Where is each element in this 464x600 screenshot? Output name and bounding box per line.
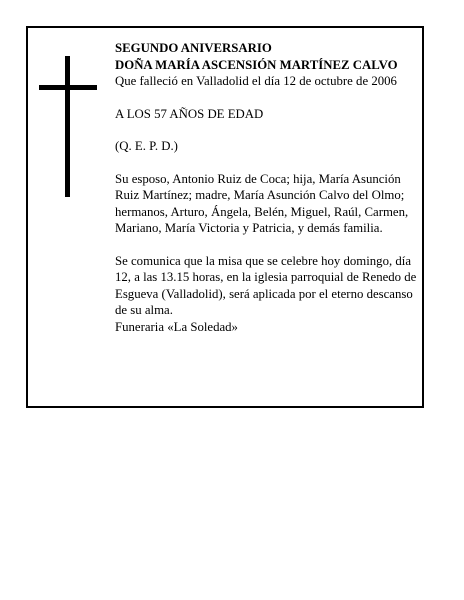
obituary-notice [26,26,424,408]
death-details: Que falleció en Valladolid el día 12 de octubre de 2006 [115,74,397,88]
mass-announcement: Se comunica que la misa que se celebre hoy domingo, día 12, a las 13.15 horas, en la iglesia parroquial de Renedo de Esgueva (Valladolid), será aplicada por el eterno descanso de su alma. [115,253,417,317]
funeral-home: Funeraria «La Soledad» [115,319,238,334]
cross-icon-bar [39,85,97,90]
family-paragraph: Su esposo, Antonio Ruiz de Coca; hija, María Asunción Ruiz Martínez; madre, María Asunción Calvo del Olmo; hermanos, Arturo, Ángela, Belén, Miguel, Raúl, Carmen, Mariano, María Victoria y Patricia, y demás familia. [115,171,409,235]
cross-icon [65,56,70,197]
age-line: A LOS 57 AÑOS DE EDAD [115,106,264,121]
anniversary-title: SEGUNDO ANIVERSARIO [115,41,272,55]
deceased-name: DOÑA MARÍA ASCENSIÓN MARTÍNEZ CALVO [115,57,398,72]
notice-content [115,40,421,335]
rip-line: (Q. E. P. D.) [115,139,178,153]
